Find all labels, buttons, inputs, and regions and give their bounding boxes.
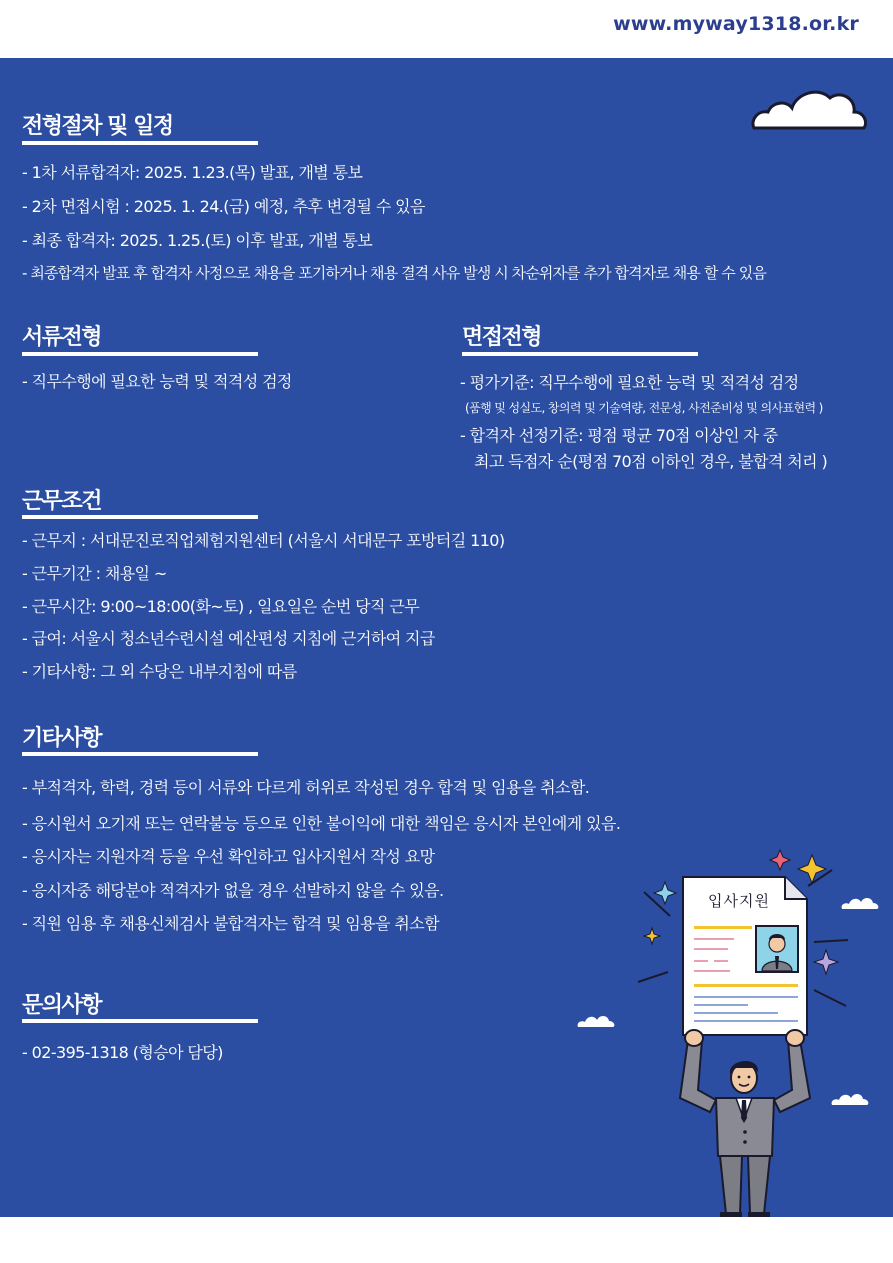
inquiry-underline xyxy=(22,1019,258,1023)
schedule-item-1: - 1차 서류합격자: 2025. 1.23.(목) 발표, 개별 통보 xyxy=(22,163,363,182)
top-bar xyxy=(0,0,893,58)
cloud-icon xyxy=(748,86,870,134)
businessman-illustration xyxy=(676,1028,816,1218)
schedule-title: 전형절차 및 일정 xyxy=(22,114,173,139)
document-screening-title: 서류전형 xyxy=(22,325,102,350)
interview-criteria: - 평가기준: 직무수행에 필요한 능력 및 적격성 검정 xyxy=(460,373,799,392)
bottom-bar xyxy=(0,1217,893,1263)
small-cloud-icon xyxy=(830,1090,870,1108)
schedule-item-2: - 2차 면접시험 : 2025. 1. 24.(금) 예정, 추후 변경될 수 있음 xyxy=(22,197,425,216)
other-item-2: - 응시원서 오기재 또는 연락불능 등으로 인한 불이익에 대한 책임은 응시자 본인에게 있음. xyxy=(22,814,621,833)
sparkle-icon xyxy=(770,850,790,870)
work-conditions-item-5: - 기타사항: 그 외 수당은 내부지침에 따름 xyxy=(22,662,297,681)
small-cloud-icon xyxy=(576,1012,616,1030)
schedule-title-underline xyxy=(22,141,258,145)
other-item-3: - 응시자는 지원자격 등을 우선 확인하고 입사지원서 작성 요망 xyxy=(22,847,435,866)
work-conditions-item-2: - 근무기간 : 채용일 ~ xyxy=(22,564,167,583)
document-screening-item: - 직무수행에 필요한 능력 및 적격성 검정 xyxy=(22,372,292,391)
document-screening-underline xyxy=(22,352,258,356)
interview-screening-underline xyxy=(462,352,698,356)
other-item-5: - 직원 임용 후 채용신체검사 불합격자는 합격 및 임용을 취소함 xyxy=(22,914,439,933)
other-underline xyxy=(22,752,258,756)
other-item-4: - 응시자중 해당분야 적격자가 없을 경우 선발하지 않을 수 있음. xyxy=(22,881,444,900)
work-conditions-title: 근무조건 xyxy=(22,489,102,514)
work-conditions-item-4: - 급여: 서울시 청소년수련시설 예산편성 지침에 근거하여 지급 xyxy=(22,629,435,648)
other-item-1: - 부적격자, 학력, 경력 등이 서류와 다르게 허위로 작성된 경우 합격 및 임용을 취소함. xyxy=(22,778,590,797)
website-url-link[interactable]: www.myway1318.or.kr xyxy=(613,13,859,35)
work-conditions-item-3: - 근무시간: 9:00~18:00(화~토) , 일요일은 순번 당직 근무 xyxy=(22,597,420,616)
application-form-label: 입사지원 xyxy=(708,892,770,910)
schedule-item-4: - 최종합격자 발표 후 합격자 사정으로 채용을 포기하거나 채용 결격 사유 발생 시 차순위자를 추가 합격자로 채용 할 수 있음 xyxy=(22,264,766,282)
inquiry-title: 문의사항 xyxy=(22,993,102,1018)
interview-criteria-note: (품행 및 성실도, 창의력 및 기술역량, 전문성, 사전준비성 및 의사표현력 ) xyxy=(465,401,823,415)
other-title: 기타사항 xyxy=(22,726,102,751)
inquiry-item: - 02-395-1318 (형승아 담당) xyxy=(22,1043,223,1062)
interview-selection: - 합격자 선정기준: 평점 평균 70점 이상인 자 중 xyxy=(460,426,778,445)
schedule-item-3: - 최종 합격자: 2025. 1.25.(토) 이후 발표, 개별 통보 xyxy=(22,231,373,250)
interview-screening-title: 면접전형 xyxy=(462,325,542,350)
work-conditions-item-1: - 근무지 : 서대문진로직업체험지원센터 (서울시 서대문구 포방터길 110) xyxy=(22,531,505,550)
work-conditions-underline xyxy=(22,515,258,519)
interview-selection-continued: 최고 득점자 순(평점 70점 이하인 경우, 불합격 처리 ) xyxy=(474,452,828,471)
